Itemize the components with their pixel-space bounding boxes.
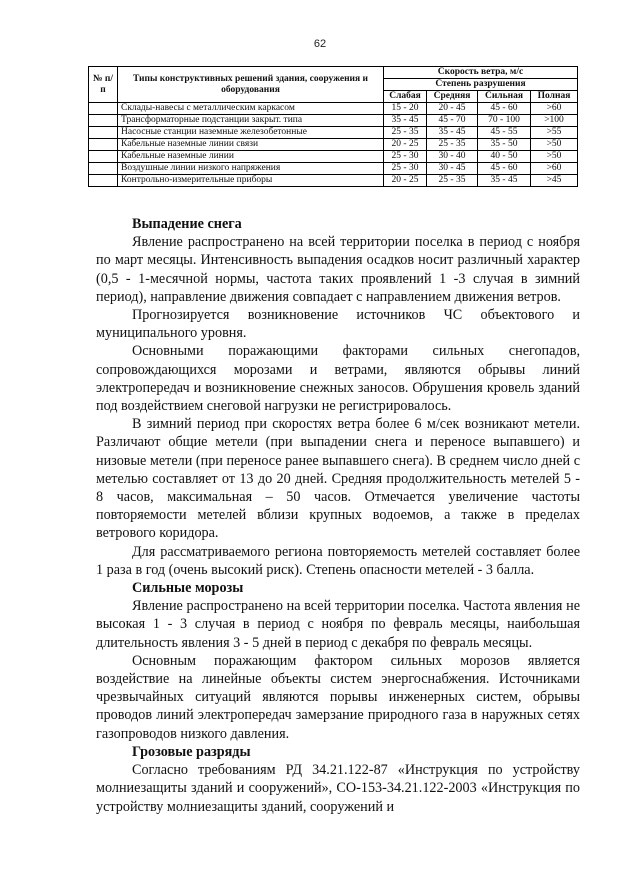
- paragraph: Явление распространено на всей территории поселка. Частота явления не высокая 1 - 3 случая в период с ноября по февраль месяцы, наибольшая длительность явления 3 - 5 дней в период с декабря по февраль месяцы.: [96, 598, 580, 651]
- table-row: [89, 103, 578, 115]
- row-type: Трансформаторные подстанции закрыт. типа: [118, 115, 384, 127]
- header-level-medium: Средняя: [427, 91, 478, 103]
- paragraph: Прогнозируется возникновение источников ЧС объектового и муниципального уровня.: [96, 307, 580, 342]
- row-number: [89, 127, 118, 139]
- paragraph: Согласно требованиям РД 34.21.122-87 «Инструкция по устройству молниезащиты зданий и сооружений», СО-153-34.21.122-2003 «Инструкция по устройству молниезащиты зданий, сооружений и: [96, 762, 580, 815]
- table-row: [89, 151, 578, 163]
- row-value: 15 - 20: [384, 103, 427, 115]
- row-value: 25 - 30: [384, 151, 427, 163]
- row-type: Кабельные наземные линии: [118, 151, 384, 163]
- row-value: >55: [531, 127, 578, 139]
- header-level-strong: Сильная: [478, 91, 531, 103]
- row-value: 45 - 55: [478, 127, 531, 139]
- row-value: >60: [531, 163, 578, 175]
- row-value: 40 - 50: [478, 151, 531, 163]
- row-value: 45 - 60: [478, 163, 531, 175]
- table-row: [89, 139, 578, 151]
- header-level-full: Полная: [531, 91, 578, 103]
- paragraph: В зимний период при скоростях ветра более 6 м/сек возникают метели. Различают общие метели (при выпадении снега и переносе выпавшего) и низовые метели (при переносе ранее выпавшего снега). В среднем число дней с метелью составляет от 13 до 20 дней. Средняя продолжительность метелей 5 - 8 часов, максимальная – 50 часов. Отмечается увеличение частоты повторяемости метелей вблизи крупных водоемов, а также в пределах ветрового коридора.: [96, 416, 580, 542]
- row-value: 25 - 35: [384, 127, 427, 139]
- row-value: >45: [531, 175, 578, 187]
- table-row: [89, 163, 578, 175]
- row-value: 35 - 45: [427, 127, 478, 139]
- row-value: 45 - 60: [478, 103, 531, 115]
- header-level-weak: Слабая: [384, 91, 427, 103]
- section-heading: Грозовые разряды: [132, 743, 251, 760]
- row-value: 45 - 70: [427, 115, 478, 127]
- row-value: 20 - 25: [384, 175, 427, 187]
- row-number: [89, 103, 118, 115]
- table-row: [89, 175, 578, 187]
- row-number: [89, 115, 118, 127]
- row-type: Кабельные наземные линии связи: [118, 139, 384, 151]
- table-row: [89, 115, 578, 127]
- row-value: 30 - 40: [427, 151, 478, 163]
- row-value: 35 - 45: [478, 175, 531, 187]
- row-value: >50: [531, 151, 578, 163]
- row-value: >60: [531, 103, 578, 115]
- document-body: [96, 215, 580, 816]
- row-number: [89, 139, 118, 151]
- row-value: >100: [531, 115, 578, 127]
- row-value: >50: [531, 139, 578, 151]
- header-wind-speed: Скорость ветра, м/с: [384, 67, 578, 79]
- row-value: 20 - 45: [427, 103, 478, 115]
- row-value: 25 - 35: [427, 175, 478, 187]
- paragraph: Явление распространено на всей территории поселка в период с ноября по март месяцы. Интенсивность выпадения осадков носит различный характер (0,5 - 1-месячной нормы, частота таких проявлений 1 -3 случая в зимний период), направление движения совпадает с направлением движения ветров.: [96, 234, 580, 305]
- row-type: Воздушные линии низкого напряжения: [118, 163, 384, 175]
- row-number: [89, 151, 118, 163]
- row-type: Контрольно-измерительные приборы: [118, 175, 384, 187]
- header-types: Типы конструктивных решений здания, сооружения и оборудования: [118, 67, 384, 103]
- row-value: 30 - 45: [427, 163, 478, 175]
- paragraph: Основными поражающими факторами сильных снегопадов, сопровождающихся морозами и ветрами, являются обрывы линий электропередач и возникновение снежных заносов. Обрушения кровель зданий под воздействием снеговой нагрузки не регистрировалось.: [96, 343, 580, 415]
- paragraph: Основным поражающим фактором сильных морозов является воздействие на линейные объекты систем энергоснабжения. Источниками чрезвычайных ситуаций являются порывы инженерных систем, обрывы проводов линий электропередач замерзание природного газа в наружных сетях газопроводов низкого давления.: [96, 652, 580, 742]
- row-value: 25 - 35: [427, 139, 478, 151]
- row-number: [89, 163, 118, 175]
- row-number: [89, 175, 118, 187]
- row-value: 20 - 25: [384, 139, 427, 151]
- page-number: 62: [313, 38, 327, 50]
- header-num: № п/п: [89, 67, 118, 103]
- row-value: 70 - 100: [478, 115, 531, 127]
- table-row: [89, 127, 578, 139]
- row-type: Склады-навесы с металлическим каркасом: [118, 103, 384, 115]
- row-value: 35 - 50: [478, 139, 531, 151]
- row-type: Насосные станции наземные железобетонные: [118, 127, 384, 139]
- section-heading: Сильные морозы: [132, 580, 244, 597]
- row-value: 35 - 45: [384, 115, 427, 127]
- header-damage-degree: Степень разрушения: [384, 79, 578, 91]
- row-value: 25 - 30: [384, 163, 427, 175]
- paragraph: Для рассматриваемого региона повторяемость метелей составляет более 1 раза в год (очень высокий риск). Степень опасности метелей - 3 балла.: [96, 543, 580, 578]
- wind-damage-table: [88, 66, 578, 187]
- section-heading: Выпадение снега: [132, 216, 242, 232]
